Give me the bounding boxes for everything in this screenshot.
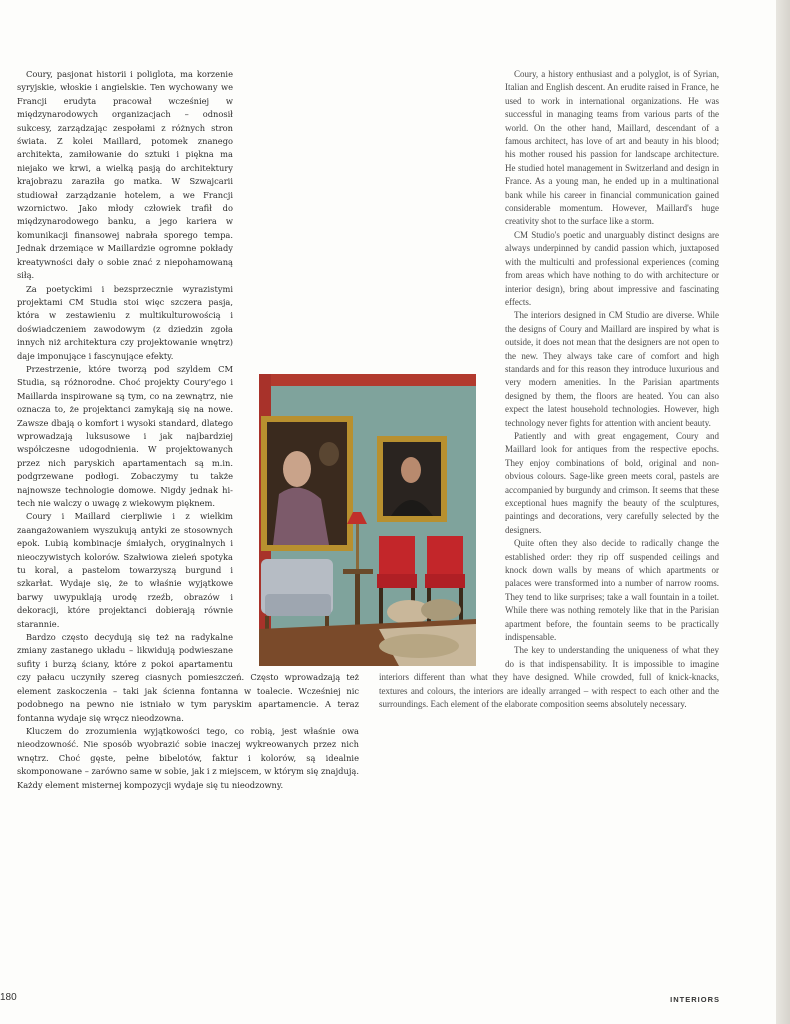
interior-photo <box>259 374 476 666</box>
english-paragraph: The interiors designed in CM Studio are diverse. While the designs of Coury and Maillard are inspired by what is outside, it does not mean that the designers are not open to the new. They always take care of comfort and high standards and for this reason they introduce luxurious and very modern amenities. In the Parisian apartments designed by them, the floors are heated. You can also expect the latest household technologies. However, high technology never fights for attention with ancient beauty. <box>505 310 719 428</box>
page-spine <box>776 0 790 1024</box>
english-paragraph: Patiently and with great engagement, Coury and Maillard look for antiques from the respective epochs. They enjoy combinations of bold, original and non-obvious colours. Sage-like green meets coral, pastels are accompanied by burgundy and crimson. It seems that these exceptional hues magnify the beauty of the sculptures, paintings and decorations, very carefully selected by the designers. <box>505 430 719 535</box>
english-paragraph: Coury, a history enthusiast and a polyglot, is of Syrian, Italian and English descent. An erudite raised in France, he used to work in international organizations. He was successful in managing teams from various parts of the world. On the other hand, Maillard, descendant of a famous architect, has love of art and beauty in his blood; his mother roused his passion for landscape architecture. He studied hotel management in Switzerland and design in France. As a young man, he ended up in a multinational bank while his career in financial communication gained considerable momentum. However, Maillard's huge creativity shot to the surface like a storm. <box>505 69 719 227</box>
polish-paragraph: Coury, pasjonat historii i poliglota, ma korzenie syryjskie, włoskie i angielskie. Ten wychowany we Francji erudyta pracował wcześniej w międzynarodowych organizacjach – odnosił sukcesy, zarządzając zespołami z różnych stron świata. Z kolei Maillard, potomek znanego architekta, zamiłowanie do sztuki i piękna ma niejako we krwi, a wielką pasją do architektury krajobrazu zaraziła go matka. W Szwajcarii studiował zarządzanie hotelem, a we Francji wzornictwo. Jako młody człowiek trafił do międzynarodowego banku, a jego kariera w komunikacji finansowej nabrała sporego tempa. Jednak drzemiące w Maillardzie ogromne pokłady kreatywności dały o sobie znać z niepohamowaną siłą. <box>17 69 233 281</box>
polish-paragraph: Coury i Maillard cierpliwie i z wielkim zaangażowaniem wyszukują antyki ze stosownych epok. Lubią kombinacje śmiałych, oryginalnych i nieoczywistych kolorów. Szałwiowa zieleń spotyka tu koral, a pastelom towarzyszą burgund i szkarłat. Wydaje się, że to właśnie wyjątkowe barwy uwypuklają urodę rzeźb, obrazów i dekoracji, które projektanci dobierają równie starannie. <box>17 511 233 629</box>
polish-paragraph: Kluczem do zrozumienia wyjątkowości tego, co robią, jest właśnie owa nieodzowność. Nie sposób wyobrazić sobie inaczej wykreowanych przez nich wnętrz. Choć gęste, pełne bibelotów, faktur i kolorów, są idealnie skomponowane – zarówno same w sobie, jak i z miejscem, w którym się znajdują. Każdy element misternej kompozycji wydaje się tu nieodzowny. <box>17 725 359 790</box>
polish-paragraph: Przestrzenie, które tworzą pod szyldem CM Studia, są różnorodne. Choć projekty Coury'ego i Maillarda inspirowane są tym, co na zewnątrz, nie oznacza to, że projektanci zamykają się na nowe. Zawsze dbają o komfort i wysoki standard, dlatego wprowadzają luksusowe i jak najbardziej współczesne udogodnienia. W projektowanych przez nich paryskich apartamentach są m.in. podgrzewane podłogi. Zobaczymy tu także najnowsze technologie domowe. Nigdy jednak hi-tech nie walczy o uwagę z wiekowym pięknem. <box>17 363 233 508</box>
polish-paragraph: Za poetyckimi i bezsprzecznie wyrazistymi projektami CM Studia stoi więc szczera pasja, która w zestawieniu z multikulturowością i doświadczeniem zawodowym (z dziedzin zgoła innych niż architektura czy projektowanie wnętrz) daje imponujące i fascynujące efekty. <box>17 283 233 361</box>
english-paragraph: Quite often they also decide to radically change the established order: they rip off suspended ceilings and knock down walls by means of which apartments or palaces were transformed into a number of narrow rooms. They tend to like surprises; take a wall fountain in a toilet. While there was nothing remotely like that in the Parisian apartment before, the fountain seems to be practically indispensable. <box>505 538 719 643</box>
interior-photo-illustration <box>259 374 476 666</box>
section-name: INTERIORS <box>670 995 720 1004</box>
polish-paragraph: Bardzo często decydują się też na radykalne zmiany zastanego układu – likwidują podwieszane sufity i burzą ściany, które z pokoi apartamentu czy pałacu uczyniły szereg ciasnych pomieszczeń. Często wprowadzają też element zaskoczenia – taki jak ścienna fontanna w toalecie. Wcześniej nic podobnego na pewno nie istniało w tym paryskim apartamencie. A teraz fontanna wydaje się wręcz nieodzowna. <box>17 632 359 723</box>
english-paragraph: CM Studio's poetic and unarguably distinct designs are always underpinned by candid passion which, juxtaposed with the multiculti and professional experiences (coming from areas which have nothing to do with architecture or interior design), bring about impressive and fascinating effects. <box>505 229 719 307</box>
english-paragraph: The key to understanding the uniqueness of what they do is that indispensability. It is impossible to imagine interiors different than what they have designed. While crowded, full of knick-knacks, textures and colours, the interiors are ideally arranged – with respect to each other and the surroundings. Each element of the elaborate composition seems absolutely necessary. <box>379 645 719 710</box>
page-number: 180 <box>0 992 17 1003</box>
